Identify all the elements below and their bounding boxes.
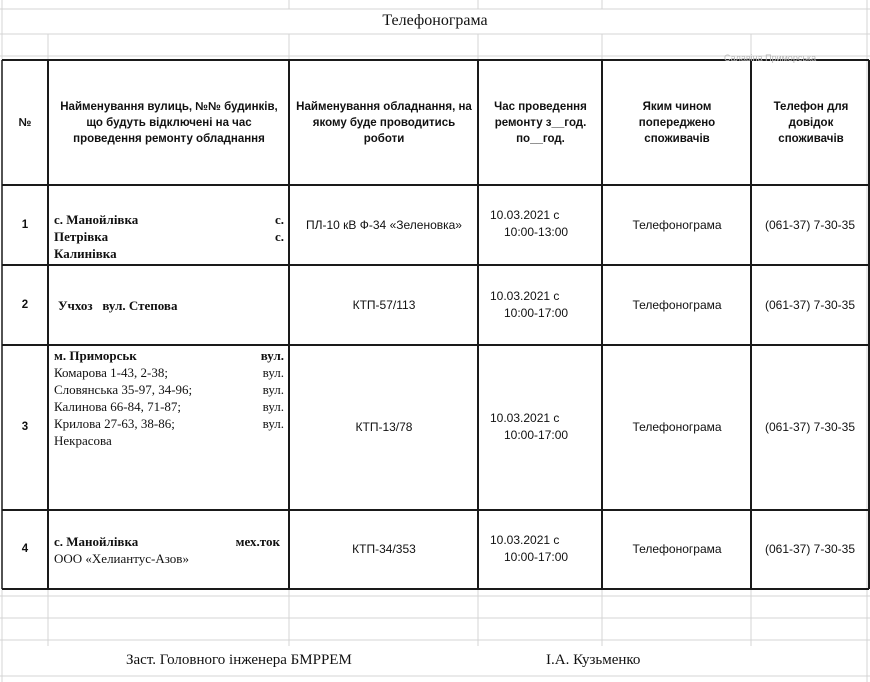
row-4-notify: Телефонограма <box>632 542 722 556</box>
row-3-address-line: м. Приморськ вул. <box>54 348 284 363</box>
address-part: Словянська 35-97, 34-96; <box>54 382 193 397</box>
row-4-hours: 10:00-17:00 <box>504 550 569 564</box>
row-3-address <box>54 347 284 449</box>
row-3-address-line <box>54 415 284 432</box>
row-1-date: 10.03.2021 с <box>490 208 560 222</box>
header-phone: Телефон для довідок споживачів <box>773 100 849 145</box>
row-1-address <box>54 211 284 262</box>
signatory-name: І.А. Кузьменко <box>546 652 641 668</box>
row-1-time <box>490 207 600 241</box>
row-1-address-line: с. Манойлівка с. <box>54 212 284 227</box>
address-part: вул. <box>260 348 284 363</box>
header-equipment: Найменування обладнання, на якому буде проводитись роботи <box>296 100 472 145</box>
row-4-date: 10.03.2021 с <box>490 533 560 547</box>
address-part: вул. <box>262 399 284 414</box>
header-num: № <box>18 116 32 129</box>
signatory-position: Заст. Головного інженера БМРРЕМ <box>126 652 352 668</box>
address-part: Крилова 27-63, 38-86; <box>54 416 175 431</box>
row-3-notify: Телефонограма <box>632 420 722 434</box>
row-3-address-line <box>54 364 284 381</box>
row-4-address-line: с. Манойлівка мех.ток <box>54 534 280 549</box>
row-1-address-line: Калинівка <box>54 246 117 261</box>
row-1-equipment: ПЛ-10 кВ Ф-34 «Зеленовка» <box>306 217 462 232</box>
address-part: мех.ток <box>235 534 280 549</box>
row-3-equipment: КТП-13/78 <box>355 420 413 434</box>
row-1-hours: 10:00-13:00 <box>504 225 569 239</box>
row-1-notify: Телефонограма <box>632 217 722 232</box>
address-part: Комарова 1-43, 2-38; <box>54 365 168 380</box>
row-4-phone: (061-37) 7-30-35 <box>764 542 856 556</box>
row-2-date: 10.03.2021 с <box>490 289 560 303</box>
address-part: вул. <box>262 365 284 380</box>
row-3-date: 10.03.2021 с <box>490 411 560 425</box>
row-4-address <box>54 533 280 567</box>
row-1-phone: (061-37) 7-30-35 <box>764 217 856 232</box>
row-2-notify: Телефонограма <box>632 297 722 312</box>
row-4-num: 4 <box>21 543 29 555</box>
row-3-hours: 10:00-17:00 <box>504 428 569 442</box>
header-notify: Яким чином попереджено споживачів <box>638 100 716 145</box>
address-part: с. <box>274 212 284 227</box>
row-2-phone: (061-37) 7-30-35 <box>764 297 856 312</box>
address-part: вул. <box>262 382 284 397</box>
row-3-address-line <box>54 381 284 398</box>
row-2-hours: 10:00-17:00 <box>504 306 569 320</box>
row-2-equipment: КТП-57/113 <box>352 297 416 312</box>
row-3-phone: (061-37) 7-30-35 <box>764 420 856 434</box>
row-2-time <box>490 288 600 322</box>
watermark-text: Салавіна Приморська <box>724 53 817 63</box>
header-streets: Найменування вулиць, №№ будинків, що будуть відключені на час проведення ремонту обладнання <box>60 100 278 145</box>
row-2-address-line: Учхоз вул. Степова <box>58 298 178 313</box>
row-3-address-line <box>54 398 284 415</box>
row-3-address-line: Некрасова <box>54 433 112 448</box>
address-part: с. <box>274 229 284 244</box>
header-time: Час проведення ремонту з__год. по__год. <box>494 100 587 145</box>
address-part: Калинова 66-84, 71-87; <box>54 399 182 414</box>
row-1-address-line: Петрівка с. <box>54 229 284 244</box>
row-1-num: 1 <box>21 218 29 231</box>
row-3-time <box>490 410 600 444</box>
row-2-address <box>58 297 284 314</box>
row-2-num: 2 <box>21 298 29 311</box>
address-part: вул. <box>262 416 284 431</box>
row-3-num: 3 <box>21 421 29 433</box>
row-4-equipment: КТП-34/353 <box>352 542 416 556</box>
document-title: Телефонограма <box>382 12 488 29</box>
row-4-address-line: ООО «Хелиантус-Азов» <box>54 551 189 566</box>
row-4-time <box>490 532 600 566</box>
